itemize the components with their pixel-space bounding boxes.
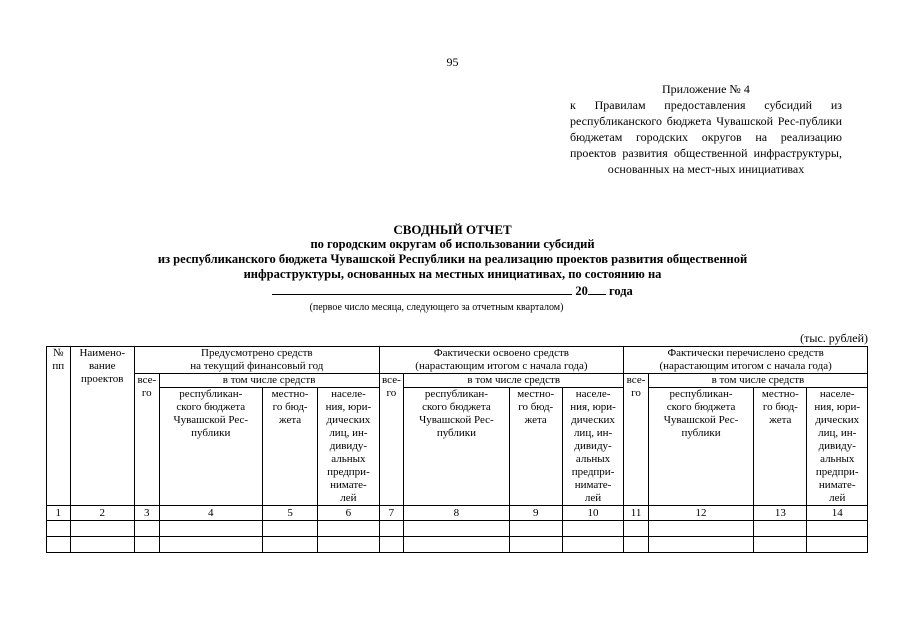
column-number: 1: [47, 506, 71, 521]
header-group-planned: Предусмотрено средств на текущий финансовый год: [135, 347, 380, 374]
column-number: 6: [318, 506, 379, 521]
year-prefix: 20: [575, 284, 588, 298]
table-cell[interactable]: [262, 537, 317, 553]
header-local-budget: местно- го бюд- жета: [754, 388, 807, 506]
column-number: 10: [562, 506, 623, 521]
table-cell[interactable]: [624, 537, 649, 553]
table-cell[interactable]: [509, 537, 562, 553]
header-local-budget: местно- го бюд- жета: [262, 388, 317, 506]
column-number: 4: [159, 506, 262, 521]
appendix-body: к Правилам предоставления субсидий из республиканского бюджета Чувашской Рес-публики бюджетам городских округов на реализацию проектов развития общественной инфраструктуры, основанных на мест-ных инициативах: [570, 98, 842, 176]
header-total: все- го: [135, 374, 160, 506]
report-subtitle-1: по городским округам об использовании субсидий: [310, 237, 595, 251]
header-republic-budget: республикан- ского бюджета Чувашской Рес- публики: [404, 388, 509, 506]
table-cell[interactable]: [404, 537, 509, 553]
header-population: населе- ния, юри- дических лиц, ин- дивиду- альных предпри- нимате- лей: [318, 388, 379, 506]
report-subtitle-3: инфраструктуры, основанных на местных инициативах, по состоянию на: [243, 267, 662, 281]
table-cell[interactable]: [509, 521, 562, 537]
table-cell[interactable]: [404, 521, 509, 537]
header-incl: в том числе средств: [159, 374, 379, 388]
report-subtitle-2: из республиканского бюджета Чувашской Республики на реализацию проектов развития общественной: [157, 252, 748, 266]
table-cell[interactable]: [159, 521, 262, 537]
table-cell[interactable]: [47, 521, 71, 537]
table-cell[interactable]: [379, 537, 404, 553]
column-number: 13: [754, 506, 807, 521]
header-col-no: № пп: [47, 347, 71, 506]
report-title: СВОДНЫЙ ОТЧЕТ: [393, 222, 512, 237]
column-number: 8: [404, 506, 509, 521]
table-cell[interactable]: [562, 521, 623, 537]
column-number-row: [47, 506, 868, 521]
table-cell[interactable]: [262, 521, 317, 537]
header-total: все- го: [379, 374, 404, 506]
header-republic-budget: республикан- ского бюджета Чувашской Рес- публики: [159, 388, 262, 506]
table-cell[interactable]: [807, 537, 868, 553]
table-cell[interactable]: [648, 521, 753, 537]
table-cell[interactable]: [135, 521, 160, 537]
report-date-line: [272, 282, 633, 299]
date-note: [0, 302, 905, 313]
header-total: все- го: [624, 374, 649, 506]
column-number: 11: [624, 506, 649, 521]
units-label: (тыс. рублей): [800, 331, 868, 345]
page-number: 95: [446, 55, 459, 69]
column-number: 9: [509, 506, 562, 521]
table-cell[interactable]: [624, 521, 649, 537]
table-cell[interactable]: [47, 537, 71, 553]
header-row-sources: [47, 388, 868, 506]
header-group-spent: Фактически освоено средств (нарастающим итогом с начала года): [379, 347, 624, 374]
date-note-text: (первое число месяца, следующего за отчетным кварталом): [309, 302, 564, 313]
header-row-groups: [47, 347, 868, 374]
table-cell[interactable]: [754, 521, 807, 537]
header-population: населе- ния, юри- дических лиц, ин- дивиду- альных предпри- нимате- лей: [562, 388, 623, 506]
report-table: [46, 346, 868, 553]
table-cell[interactable]: [562, 537, 623, 553]
appendix-title: Приложение № 4: [662, 82, 750, 96]
table-cell[interactable]: [807, 521, 868, 537]
table-row: [47, 537, 868, 553]
year-suffix: года: [608, 284, 633, 298]
header-republic-budget: республикан- ского бюджета Чувашской Рес- публики: [648, 388, 753, 506]
column-number: 7: [379, 506, 404, 521]
table-cell[interactable]: [135, 537, 160, 553]
header-local-budget: местно- го бюд- жета: [509, 388, 562, 506]
header-population: населе- ния, юри- дических лиц, ин- дивиду- альных предпри- нимате- лей: [807, 388, 868, 506]
column-number: 12: [648, 506, 753, 521]
appendix-block: [570, 81, 842, 177]
column-number: 5: [262, 506, 317, 521]
date-blank[interactable]: [272, 282, 572, 295]
table-cell[interactable]: [379, 521, 404, 537]
table-cell[interactable]: [318, 537, 379, 553]
table-cell[interactable]: [754, 537, 807, 553]
header-col-name: Наимено- вание проектов: [70, 347, 134, 506]
table-cell[interactable]: [70, 537, 134, 553]
table-cell[interactable]: [70, 521, 134, 537]
column-number: 3: [135, 506, 160, 521]
column-number: 14: [807, 506, 868, 521]
table-cell[interactable]: [648, 537, 753, 553]
table-row: [47, 521, 868, 537]
year-blank[interactable]: [588, 282, 606, 295]
table-cell[interactable]: [318, 521, 379, 537]
header-group-transferred: Фактически перечислено средств (нарастающим итогом с начала года): [624, 347, 868, 374]
table-cell[interactable]: [159, 537, 262, 553]
header-incl: в том числе средств: [404, 374, 624, 388]
header-row-incl: [47, 374, 868, 388]
column-number: 2: [70, 506, 134, 521]
report-heading: [0, 222, 905, 299]
header-incl: в том числе средств: [648, 374, 867, 388]
